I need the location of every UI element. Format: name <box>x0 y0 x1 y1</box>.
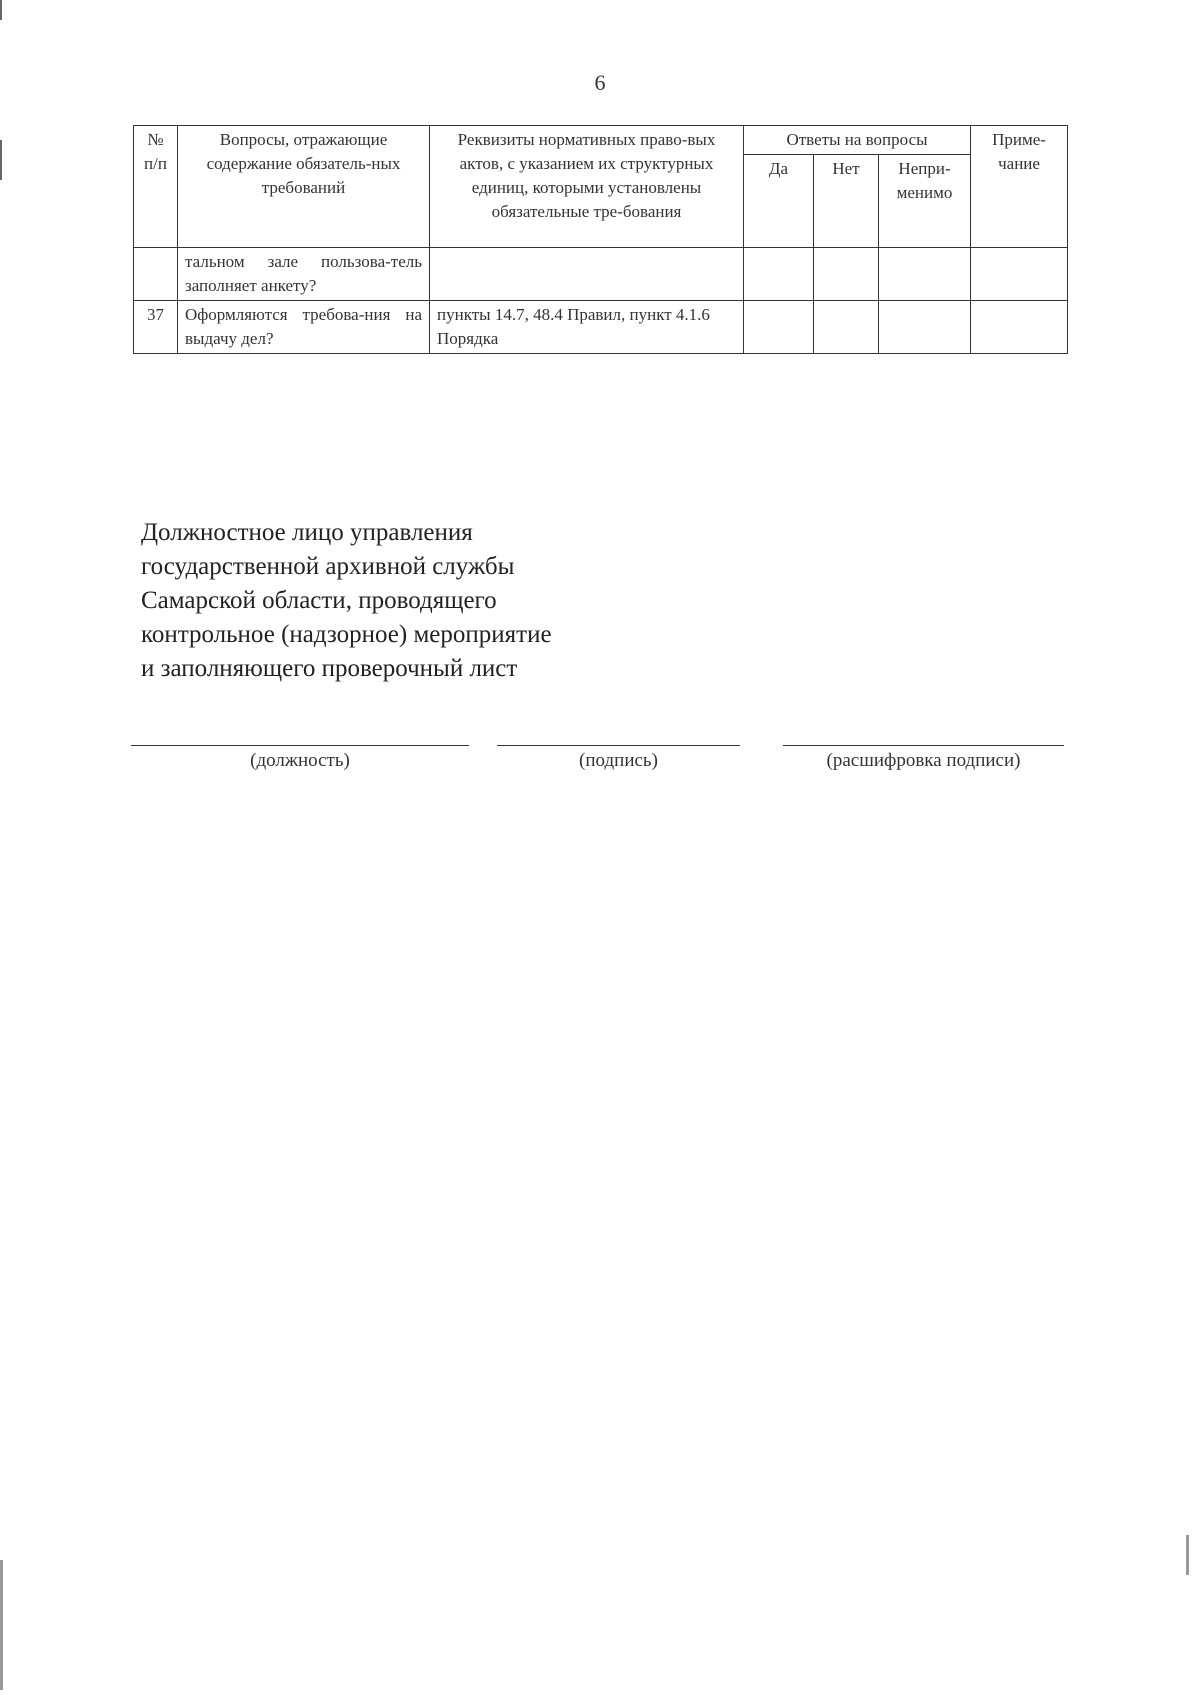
cell-note <box>971 248 1068 301</box>
signature-line <box>497 745 740 746</box>
checklist-table <box>133 125 1068 354</box>
cell-requisites <box>430 248 744 301</box>
scan-edge-mark <box>0 0 2 20</box>
official-title-line: и заполняющего проверочный лист <box>141 655 518 682</box>
position-line <box>131 745 469 746</box>
official-title-line: Самарской области, проводящего <box>141 587 497 614</box>
official-signature-block <box>141 516 552 686</box>
signature-caption: (подпись) <box>579 750 658 771</box>
signature-decoding-line <box>783 745 1064 746</box>
header-question: Вопросы, отражающие содержание обязатель-ных требований <box>178 126 430 248</box>
cell-question: Оформляются требова-ния на выдачу дел? <box>178 301 430 354</box>
header-note: Приме-чание <box>971 126 1068 248</box>
cell-yes <box>744 301 814 354</box>
official-title-line: государственной архивной службы <box>141 553 515 580</box>
cell-num: 37 <box>134 301 178 354</box>
cell-yes <box>744 248 814 301</box>
scan-edge-mark <box>1186 1535 1189 1575</box>
header-not-applicable: Непри-менимо <box>879 155 971 248</box>
header-no: Нет <box>814 155 879 248</box>
official-title-line: контрольное (надзорное) мероприятие <box>141 621 552 648</box>
header-requisites: Реквизиты нормативных право-вых актов, с указанием их структурных единиц, которыми установлены обязательные тре-бования <box>430 126 744 248</box>
official-title-line: Должностное лицо управления <box>141 519 473 546</box>
cell-question: тальном зале пользова-тель заполняет анкету? <box>178 248 430 301</box>
cell-no <box>814 248 879 301</box>
header-answers: Ответы на вопросы <box>744 126 971 155</box>
cell-not-applicable <box>879 301 971 354</box>
table-header-row <box>134 126 1068 155</box>
cell-requisites: пункты 14.7, 48.4 Правил, пункт 4.1.6 Порядка <box>430 301 744 354</box>
position-caption: (должность) <box>250 750 350 771</box>
table-row <box>134 248 1068 301</box>
cell-not-applicable <box>879 248 971 301</box>
signature-decoding-caption: (расшифровка подписи) <box>826 750 1021 771</box>
page-number: 6 <box>594 70 606 95</box>
cell-num <box>134 248 178 301</box>
cell-note <box>971 301 1068 354</box>
scan-edge-mark <box>0 140 2 180</box>
header-num: № п/п <box>134 126 178 248</box>
header-yes: Да <box>744 155 814 248</box>
table-row <box>134 301 1068 354</box>
scan-edge-mark <box>0 1560 3 1690</box>
cell-no <box>814 301 879 354</box>
